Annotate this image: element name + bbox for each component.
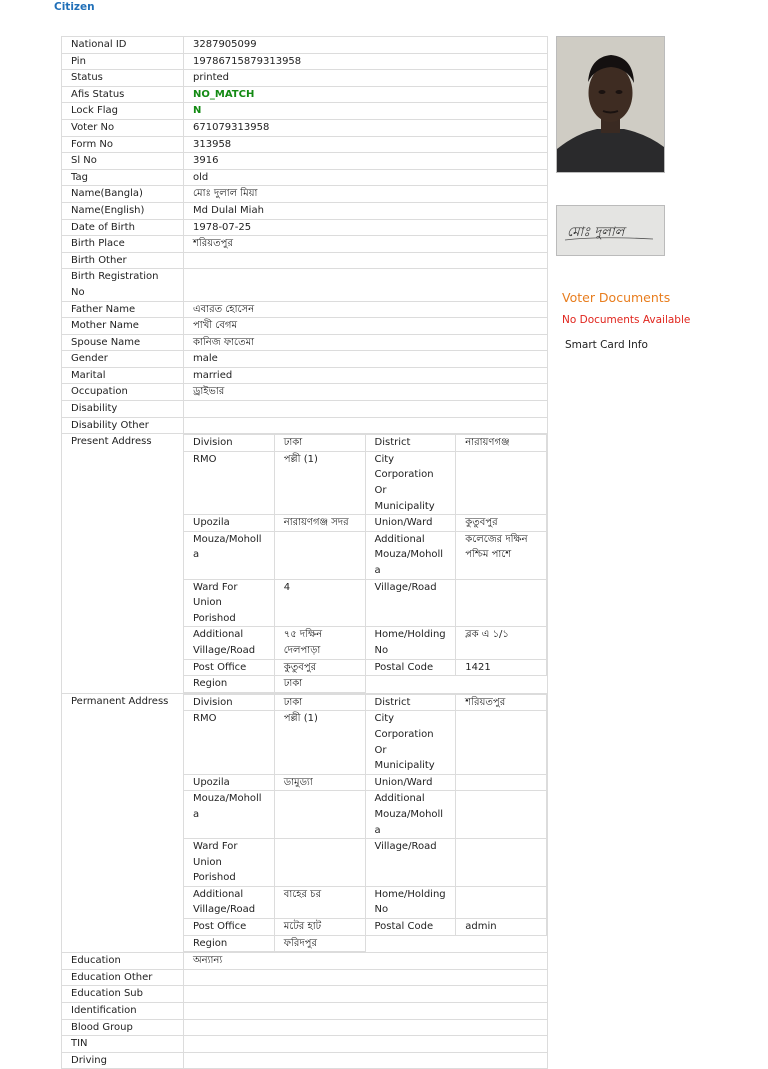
permanent-ward-union-value xyxy=(274,839,365,887)
present-division-value: ঢাকা xyxy=(274,435,365,452)
upozila-label: Upozila xyxy=(184,515,275,532)
permanent-village-value xyxy=(456,839,547,887)
birth-registration-label: Birth Registration No xyxy=(62,269,184,301)
status-label: Status xyxy=(62,70,184,87)
table-row xyxy=(62,417,548,434)
father-name-label: Father Name xyxy=(62,301,184,318)
mouza-label: Mouza/Moholla xyxy=(184,791,275,839)
birth-place-label: Birth Place xyxy=(62,236,184,253)
table-row xyxy=(62,1052,548,1069)
driving-label: Driving xyxy=(62,1052,184,1069)
table-row xyxy=(62,986,548,1003)
name-english-label: Name(English) xyxy=(62,202,184,219)
education-other-label: Education Other xyxy=(62,969,184,986)
citizen-link[interactable]: Citizen xyxy=(54,1,95,13)
svg-text:মোঃ দুলাল: মোঃ দুলাল xyxy=(567,225,625,240)
home-holding-label: Home/Holding No xyxy=(365,627,456,659)
district-label: District xyxy=(365,694,456,711)
blood-group-label: Blood Group xyxy=(62,1019,184,1036)
additional-mouza-label: Additional Mouza/Moholla xyxy=(365,791,456,839)
birth-registration-value xyxy=(184,269,548,301)
identification-label: Identification xyxy=(62,1003,184,1020)
present-additional-mouza-value: কলেজের দক্ষিন পশ্চিম পাশে xyxy=(456,531,547,579)
table-row xyxy=(62,252,548,269)
voter-documents-title: Voter Documents xyxy=(562,290,671,305)
region-label: Region xyxy=(184,935,275,952)
table-row xyxy=(62,103,548,120)
additional-village-label: Additional Village/Road xyxy=(184,886,275,918)
table-row xyxy=(62,693,548,953)
table-row xyxy=(62,1019,548,1036)
permanent-post-office-value: মটের হাট xyxy=(274,919,365,936)
blood-group-value xyxy=(184,1019,548,1036)
spouse-name-label: Spouse Name xyxy=(62,334,184,351)
postal-code-label: Postal Code xyxy=(365,919,456,936)
identification-value xyxy=(184,1003,548,1020)
name-english-value: Md Dulal Miah xyxy=(184,202,548,219)
present-additional-village-value: ৭৫ দক্ষিন দেলপাড়া xyxy=(274,627,365,659)
table-row xyxy=(62,53,548,70)
table-row xyxy=(62,434,548,694)
post-office-label: Post Office xyxy=(184,919,275,936)
sl-no-label: Sl No xyxy=(62,153,184,170)
permanent-mouza-value xyxy=(274,791,365,839)
permanent-rmo-value: পল্লী (1) xyxy=(274,711,365,774)
present-region-value: ঢাকা xyxy=(274,676,365,693)
ward-union-label: Ward For Union Porishod xyxy=(184,839,275,887)
citizen-details-table xyxy=(61,36,548,1069)
region-label: Region xyxy=(184,676,275,693)
table-row xyxy=(62,318,548,335)
birth-other-value xyxy=(184,252,548,269)
additional-village-label: Additional Village/Road xyxy=(184,627,275,659)
pin-value: 19786715879313958 xyxy=(184,53,548,70)
name-bangla-value: মোঃ দুলাল মিয়া xyxy=(184,186,548,203)
form-no-label: Form No xyxy=(62,136,184,153)
occupation-label: Occupation xyxy=(62,384,184,401)
present-post-office-value: কুতুবপুর xyxy=(274,659,365,676)
marital-label: Marital xyxy=(62,367,184,384)
present-ward-union-value: 4 xyxy=(274,579,365,627)
education-other-value xyxy=(184,969,548,986)
marital-value: married xyxy=(184,367,548,384)
table-row xyxy=(62,136,548,153)
permanent-additional-mouza-value xyxy=(456,791,547,839)
table-row xyxy=(62,86,548,103)
table-row xyxy=(62,953,548,970)
union-ward-label: Union/Ward xyxy=(365,774,456,791)
table-row xyxy=(62,334,548,351)
table-row xyxy=(62,70,548,87)
table-row xyxy=(62,269,548,301)
citizen-signature xyxy=(556,205,665,256)
permanent-upozila-value: ডামুড্যা xyxy=(274,774,365,791)
smart-card-info-link[interactable]: Smart Card Info xyxy=(565,339,648,351)
lock-flag-label: Lock Flag xyxy=(62,103,184,120)
table-row xyxy=(62,1003,548,1020)
dob-label: Date of Birth xyxy=(62,219,184,236)
present-city-value xyxy=(456,451,547,514)
table-row xyxy=(62,119,548,136)
permanent-address-label: Permanent Address xyxy=(62,693,184,953)
permanent-postal-code-value: admin xyxy=(456,919,547,936)
tin-value xyxy=(184,1036,548,1053)
table-row xyxy=(62,367,548,384)
name-bangla-label: Name(Bangla) xyxy=(62,186,184,203)
afis-status-value: NO_MATCH xyxy=(184,86,548,103)
present-rmo-value: পল্লী (1) xyxy=(274,451,365,514)
permanent-district-value: শরিয়তপুর xyxy=(456,694,547,711)
ward-union-label: Ward For Union Porishod xyxy=(184,579,275,627)
permanent-region-value: ফরিদপুর xyxy=(274,935,365,952)
permanent-home-value xyxy=(456,886,547,918)
father-name-value: এবারত হোসেন xyxy=(184,301,548,318)
afis-status-label: Afis Status xyxy=(62,86,184,103)
dob-value: 1978-07-25 xyxy=(184,219,548,236)
present-mouza-value xyxy=(274,531,365,579)
birth-other-label: Birth Other xyxy=(62,252,184,269)
post-office-label: Post Office xyxy=(184,659,275,676)
rmo-label: RMO xyxy=(184,711,275,774)
voter-no-label: Voter No xyxy=(62,119,184,136)
present-postal-code-value: 1421 xyxy=(456,659,547,676)
permanent-additional-village-value: বাহের চর xyxy=(274,886,365,918)
city-corporation-label: City Corporation Or Municipality xyxy=(365,451,456,514)
present-district-value: নারায়ণগঞ্জ xyxy=(456,435,547,452)
additional-mouza-label: Additional Mouza/Moholla xyxy=(365,531,456,579)
disability-other-label: Disability Other xyxy=(62,417,184,434)
no-documents-message: No Documents Available xyxy=(562,314,691,326)
mother-name-label: Mother Name xyxy=(62,318,184,335)
table-row xyxy=(62,1036,548,1053)
table-row xyxy=(62,401,548,418)
tin-label: TIN xyxy=(62,1036,184,1053)
mother-name-value: পাখী বেগম xyxy=(184,318,548,335)
table-row xyxy=(62,219,548,236)
permanent-city-value xyxy=(456,711,547,774)
tag-label: Tag xyxy=(62,169,184,186)
permanent-address-table xyxy=(183,694,547,953)
city-corporation-label: City Corporation Or Municipality xyxy=(365,711,456,774)
permanent-union-ward-value xyxy=(456,774,547,791)
table-row xyxy=(62,236,548,253)
present-upozila-value: নারায়ণগঞ্জ সদর xyxy=(274,515,365,532)
present-address-table xyxy=(183,434,547,693)
present-village-value xyxy=(456,579,547,627)
disability-value xyxy=(184,401,548,418)
division-label: Division xyxy=(184,435,275,452)
upozila-label: Upozila xyxy=(184,774,275,791)
gender-label: Gender xyxy=(62,351,184,368)
village-road-label: Village/Road xyxy=(365,839,456,887)
postal-code-label: Postal Code xyxy=(365,659,456,676)
table-row xyxy=(62,384,548,401)
table-row xyxy=(62,169,548,186)
education-value: অন্যান্য xyxy=(184,953,548,970)
birth-place-value: শরিয়তপুর xyxy=(184,236,548,253)
table-row xyxy=(62,301,548,318)
disability-other-value xyxy=(184,417,548,434)
form-no-value: 313958 xyxy=(184,136,548,153)
national-id-label: National ID xyxy=(62,37,184,54)
union-ward-label: Union/Ward xyxy=(365,515,456,532)
village-road-label: Village/Road xyxy=(365,579,456,627)
sl-no-value: 3916 xyxy=(184,153,548,170)
mouza-label: Mouza/Moholla xyxy=(184,531,275,579)
table-row xyxy=(62,37,548,54)
driving-value xyxy=(184,1052,548,1069)
person-portrait-icon xyxy=(557,37,664,172)
tag-value: old xyxy=(184,169,548,186)
lock-flag-value: N xyxy=(184,103,548,120)
status-value: printed xyxy=(184,70,548,87)
citizen-photo xyxy=(556,36,665,173)
table-row xyxy=(62,186,548,203)
home-holding-label: Home/Holding No xyxy=(365,886,456,918)
gender-value: male xyxy=(184,351,548,368)
voter-no-value: 671079313958 xyxy=(184,119,548,136)
table-row xyxy=(62,351,548,368)
rmo-label: RMO xyxy=(184,451,275,514)
signature-image xyxy=(557,206,664,255)
disability-label: Disability xyxy=(62,401,184,418)
education-sub-value xyxy=(184,986,548,1003)
education-sub-label: Education Sub xyxy=(62,986,184,1003)
present-home-value: ব্লক এ ১/১ xyxy=(456,627,547,659)
division-label: Division xyxy=(184,694,275,711)
permanent-division-value: ঢাকা xyxy=(274,694,365,711)
national-id-value: 3287905099 xyxy=(184,37,548,54)
district-label: District xyxy=(365,435,456,452)
pin-label: Pin xyxy=(62,53,184,70)
table-row xyxy=(62,153,548,170)
present-address-label: Present Address xyxy=(62,434,184,694)
table-row xyxy=(62,969,548,986)
present-union-ward-value: কুতুবপুর xyxy=(456,515,547,532)
spouse-name-value: কানিজ ফাতেমা xyxy=(184,334,548,351)
occupation-value: ড্রাইভার xyxy=(184,384,548,401)
table-row xyxy=(62,202,548,219)
education-label: Education xyxy=(62,953,184,970)
